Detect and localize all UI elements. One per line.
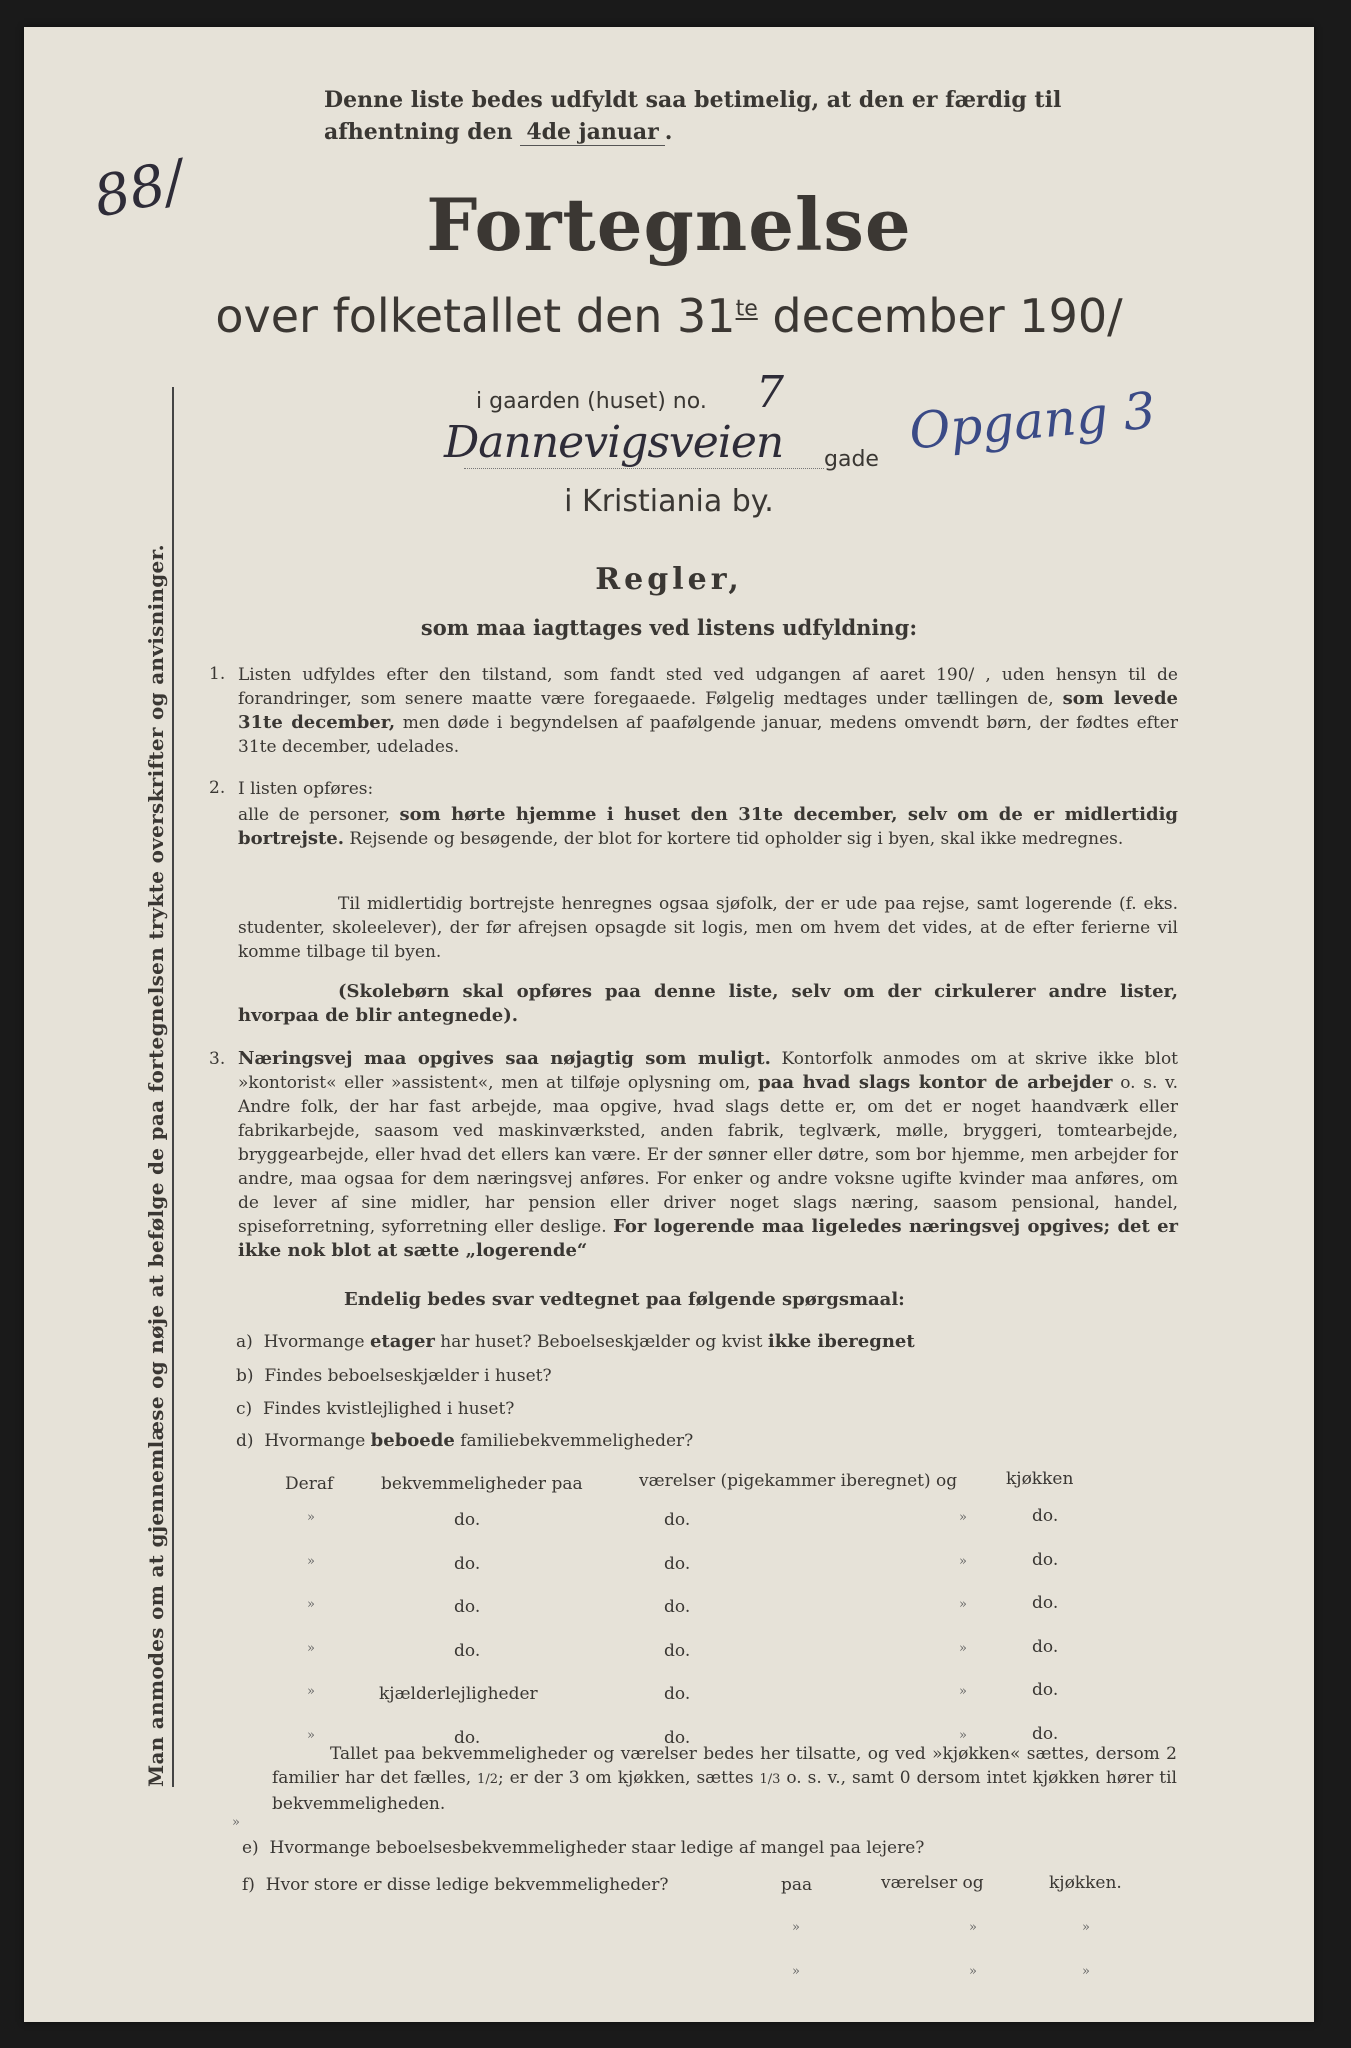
note-part-1: Tallet paa bekvemmeligheder og værelser bedes her tilsatte, og ved »kjøkken« sættes, dersom 2 familier har det fælles, [272, 1744, 1177, 1788]
side-instruction: Man anmodes om at gjennemlæse og nøje at befølge de paa fortegnelsen trykte overskrifter og anvisninger. [144, 387, 174, 1787]
rule-1-text [238, 663, 1178, 759]
city-line: i Kristiania by. [564, 484, 774, 519]
pickup-notice [324, 84, 1184, 148]
subtitle-prefix: over folketallet den 31 [215, 289, 736, 343]
grid-kjok-cell: do. [1032, 1723, 1059, 1744]
note-half: 1/2 [477, 1772, 498, 1787]
rule-3-bold-a: Næringsvej maa opgives saa nøjagtig som muligt. [238, 1048, 771, 1069]
grid-ditto: » [307, 1640, 315, 1656]
census-form-page [24, 27, 1314, 2022]
grid-header-deraf: Deraf [285, 1474, 334, 1494]
note-third: 1/3 [759, 1772, 781, 1787]
question-f-letter: f) [242, 1875, 255, 1895]
rule-1-number: 1. [209, 664, 226, 684]
grid-ditto: » [959, 1510, 967, 1525]
page-subtitle [24, 289, 1314, 343]
question-b-text: Findes beboelseskjælder i huset? [264, 1366, 552, 1386]
question-f-text: Hvor store er disse ledige bekvemmeligheder? [265, 1875, 669, 1895]
grid-vaer-cell: do. [664, 1640, 691, 1661]
grid-ditto: » [307, 1684, 315, 1699]
note-part-2: ; er der 3 om kjøkken, sættes [497, 1768, 754, 1788]
grid-vaer-cell: do. [664, 1727, 691, 1748]
street-underline [464, 468, 824, 469]
rule-2-number: 2. [209, 778, 226, 798]
rule-3-part-b: Kontorfolk anmodes om at skrive ikke blot »kontorist« eller »assistent«, men at tilføje oplysning om, [238, 1049, 1179, 1093]
grid-kjok-cell: do. [1032, 1593, 1059, 1613]
question-a-part-1: Hvormange [263, 1332, 365, 1352]
ditto-mark: » [969, 1920, 977, 1935]
grid-bekv-cell: kjælderlejligheder [379, 1684, 538, 1704]
rule-2-bold: som hørte hjemme i huset den 31te december, selv om de er midlertidig bortrejste. [238, 804, 1178, 849]
grid-bekv-cell: do. [454, 1597, 481, 1617]
question-d-part-1: Hvormange [264, 1431, 366, 1451]
question-c-text: Findes kvistlejlighed i huset? [262, 1399, 515, 1419]
grid-kjok-cell: do. [1032, 1636, 1059, 1657]
question-d-bold-beboede: beboede [370, 1430, 455, 1451]
grid-kjok-cell: do. [1032, 1680, 1059, 1700]
ditto-mark: » [1082, 1920, 1090, 1935]
grid-header-bekv: bekvemmeligheder paa [381, 1474, 583, 1494]
house-number: 7 [756, 367, 784, 418]
ditto-mark: » [1082, 1964, 1090, 1979]
rule-1-part-a: Listen udfyldes efter den tilstand, som fandt sted ved udgangen af aaret 190/ , uden hensyn til de forandringer, som senere maatte være foregaaede. Følgelig medtages under tællingen de, [238, 665, 1178, 709]
rule-3-part-d: o. s. v. Andre folk, der har fast arbejde, maa opgive, hvad slags dette er, om det er noget haandværk eller fabrikarbejde, saasom ved maskinværksted, anden fabrik, teglværk, mølle, bryggeri, tomtearbejde, bryggearbejde, eller hvad det ellers kan være. Er der sønner eller døtre, som bor hjemme, men arbejder for andre, maa ogsaa for dem næringsvej anføres. For enker og andre voksne ugifte kvinder maa anføres, om de lever af sine midler, har pension eller driver noget slags næring, saasom pensional, handel, spiseforretning, syforretning eller deslige. [238, 1073, 1179, 1237]
grid-ditto: » [959, 1553, 967, 1569]
grid-bekv-cell: do. [454, 1510, 481, 1530]
grid-vaer-cell: do. [664, 1597, 691, 1617]
question-d [236, 1429, 693, 1453]
rule-3-text [238, 1047, 1178, 1263]
notice-text: Denne liste bedes udfyldt saa betimelig, at den er færdig til afhentning den [324, 87, 1062, 145]
question-f-paa: paa [781, 1875, 813, 1895]
ditto-mark: » [792, 1920, 800, 1935]
questions-heading: Endelig bedes svar vedtegnet paa følgende spørgsmaal: [344, 1289, 905, 1310]
rule-3-number: 3. [209, 1049, 226, 1069]
question-e [242, 1836, 924, 1860]
rules-subheading: som maa iagttages ved listens udfyldning: [420, 615, 918, 640]
grid-header-kjok: kjøkken [1006, 1469, 1074, 1489]
grid-ditto: » [959, 1597, 967, 1612]
note-part-3: o. s. v., samt 0 dersom intet kjøkken hører til bekvemmeligheden. [272, 1768, 1177, 1814]
question-a-letter: a) [236, 1332, 253, 1352]
rule-2-heading: I listen opføres: [238, 779, 374, 799]
question-e-letter: e) [242, 1838, 259, 1858]
subtitle-sup: te [735, 296, 758, 322]
gaarden-label: i gaarden (huset) no. [476, 389, 707, 414]
question-d-part-3: familiebekvemmeligheder? [460, 1431, 694, 1451]
grid-note [272, 1742, 1177, 1816]
grid-ditto: » [307, 1597, 315, 1612]
grid-ditto: » [959, 1640, 967, 1656]
gaarden-line [476, 389, 707, 414]
ditto-mark: » [792, 1964, 800, 1979]
grid-ditto: » [307, 1510, 315, 1525]
question-f-vaer: værelser og [881, 1873, 984, 1893]
grid-kjok-cell: do. [1032, 1549, 1059, 1570]
rule-2-text [238, 803, 1178, 851]
question-a [236, 1330, 915, 1354]
question-a-part-4: Beboelseskjælder og kvist [536, 1332, 763, 1352]
margin-ditto-mark: » [232, 1815, 240, 1830]
rule-2-part-a: alle de personer, [238, 805, 390, 825]
ditto-mark: » [969, 1964, 977, 1979]
subtitle-suffix: december 190/ [757, 289, 1123, 343]
question-d-letter: d) [236, 1431, 254, 1451]
question-a-bold-etager: etager [369, 1331, 435, 1352]
grid-vaer-cell: do. [664, 1510, 691, 1530]
rule-1-bold: som levede 31te december, [238, 688, 1178, 733]
rule-2-part-c: Rejsende og besøgende, der blot for kortere tid opholder sig i byen, skal ikke medregnes. [349, 829, 1124, 849]
question-c [236, 1397, 514, 1421]
grid-header-vaer: værelser (pigekammer iberegnet) og [639, 1471, 958, 1491]
question-e-text: Hvormange beboelsesbekvemmeligheder staar ledige af mangel paa lejere? [269, 1838, 925, 1858]
rule-3-bold-c: paa hvad slags kontor de arbejder [758, 1072, 1113, 1093]
notice-end: . [664, 119, 673, 145]
rule-2-paragraph-2: Til midlertidig bortrejste henregnes ogsaa sjøfolk, der er ude paa rejse, samt logerende (f. eks. studenter, skoleelever), der før afrejsen opsagde sit logis, men om hvem det vides, at de efter ferierne vil komme tilbage til byen. [238, 894, 1178, 962]
grid-ditto: » [959, 1684, 967, 1699]
question-f [242, 1873, 668, 1897]
grid-bekv-cell: do. [454, 1553, 481, 1574]
question-b-letter: b) [236, 1366, 254, 1386]
rule-1-part-c: men døde i begyndelsen af paafølgende januar, medens omvendt børn, der fødtes efter 31te december, udelades. [238, 713, 1178, 757]
grid-vaer-cell: do. [664, 1684, 691, 1704]
pickup-date: 4de januar [520, 119, 664, 146]
rule-3-bold-e: For logerende maa ligeledes næringsvej opgives; det er ikke nok blot at sætte „logerende“ [238, 1216, 1179, 1261]
question-a-bold-ikke: ikke iberegnet [767, 1331, 915, 1352]
rule-2-paragraph-3: (Skolebørn skal opføres paa denne liste, selv om der cirkulerer andre lister, hvorpaa de blir antegnede). [238, 981, 1178, 1026]
street-name-handwritten: Dannevigsveien [444, 417, 784, 468]
rules-heading: Regler, [595, 562, 743, 597]
grid-bekv-cell: do. [454, 1727, 481, 1748]
grid-ditto: » [307, 1727, 315, 1743]
question-f-kjok: kjøkken. [1049, 1873, 1122, 1893]
opgang-handwritten: Opgang 3 [906, 381, 1158, 461]
question-a-part-3: har huset? [440, 1332, 532, 1352]
page-title: Fortegnelse [426, 182, 912, 267]
grid-ditto: » [959, 1727, 967, 1743]
grid-kjok-cell: do. [1032, 1506, 1059, 1526]
question-b [236, 1364, 552, 1388]
grid-ditto: » [307, 1553, 315, 1569]
grid-vaer-cell: do. [664, 1553, 691, 1574]
question-c-letter: c) [236, 1399, 253, 1419]
margin-note: 88/ [88, 148, 190, 231]
grid-bekv-cell: do. [454, 1640, 481, 1661]
gade-label: gade [824, 447, 879, 472]
